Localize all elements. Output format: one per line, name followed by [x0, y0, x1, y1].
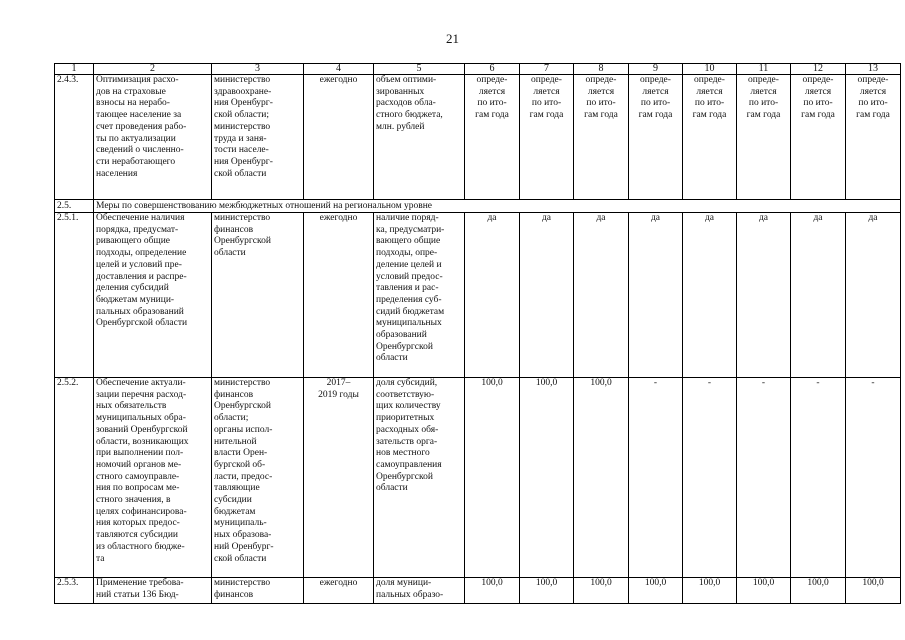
table-row — [55, 378, 901, 578]
measure-indicator: доля муници- пальных образо- — [374, 578, 465, 604]
measure-indicator: наличие поряд- ка, предусматри- вающего общие подходы, опре- деление целей и условий предос- тавления и рас- пределения суб- сидий бюджетам муниципальных образований Оренбургской области — [374, 213, 465, 378]
indicator-value: опреде- ляется по ито- гам года — [520, 75, 574, 200]
indicator-value: опреде- ляется по ито- гам года — [737, 75, 791, 200]
column-number: 10 — [683, 64, 737, 75]
column-number: 11 — [737, 64, 791, 75]
indicator-value: 100,0 — [465, 378, 520, 578]
measure-executor: министерство здравоохране- ния Оренбург- ской области; министерство труда и заня- тости населе- ния Оренбург- ской области — [212, 75, 304, 200]
measure-period: ежегодно — [304, 578, 374, 604]
column-number: 1 — [55, 64, 94, 75]
indicator-value: - — [846, 378, 901, 578]
indicator-value: да — [520, 213, 574, 378]
measure-executor: министерство финансов Оренбургской области — [212, 213, 304, 378]
indicator-value: да — [683, 213, 737, 378]
column-number-row — [55, 64, 901, 75]
indicator-value: 100,0 — [465, 578, 520, 604]
column-number: 13 — [846, 64, 901, 75]
table-row — [55, 213, 901, 378]
indicator-value: 100,0 — [520, 378, 574, 578]
indicator-value: опреде- ляется по ито- гам года — [629, 75, 683, 200]
table-row — [55, 578, 901, 604]
section-number: 2.5. — [55, 200, 94, 213]
indicator-value: 100,0 — [520, 578, 574, 604]
indicator-value: опреде- ляется по ито- гам года — [791, 75, 846, 200]
measure-executor: министерство финансов — [212, 578, 304, 604]
section-row — [55, 200, 901, 213]
measure-description: Оптимизация расхо- дов на страховые взносы на нерабо- тающее население за счет проведения рабо- ты по актуализации сведений о численно- сти неработающего населения — [94, 75, 212, 200]
indicator-value: 100,0 — [574, 378, 629, 578]
indicator-value: опреде- ляется по ито- гам года — [574, 75, 629, 200]
indicator-value: - — [683, 378, 737, 578]
column-number: 9 — [629, 64, 683, 75]
indicator-value: 100,0 — [683, 578, 737, 604]
measure-period: 2017– 2019 годы — [304, 378, 374, 578]
measure-number: 2.5.1. — [55, 213, 94, 378]
measure-description: Применение требова- ний статьи 136 Бюд- — [94, 578, 212, 604]
measure-number: 2.4.3. — [55, 75, 94, 200]
indicator-value: да — [574, 213, 629, 378]
indicator-value: опреде- ляется по ито- гам года — [465, 75, 520, 200]
indicator-value: да — [791, 213, 846, 378]
indicator-value: опреде- ляется по ито- гам года — [846, 75, 901, 200]
measures-table — [54, 63, 901, 604]
indicator-value: да — [629, 213, 683, 378]
indicator-value: 100,0 — [846, 578, 901, 604]
table-row — [55, 75, 901, 200]
indicator-value: - — [629, 378, 683, 578]
indicator-value: - — [791, 378, 846, 578]
column-number: 4 — [304, 64, 374, 75]
column-number: 12 — [791, 64, 846, 75]
measure-period: ежегодно — [304, 213, 374, 378]
indicator-value: 100,0 — [574, 578, 629, 604]
column-number: 7 — [520, 64, 574, 75]
measure-number: 2.5.2. — [55, 378, 94, 578]
column-number: 8 — [574, 64, 629, 75]
page-number: 21 — [446, 31, 459, 46]
measure-number: 2.5.3. — [55, 578, 94, 604]
indicator-value: опреде- ляется по ито- гам года — [683, 75, 737, 200]
measure-description: Обеспечение актуали- зации перечня расход- ных обязательств муниципальных обра- зований Оренбургской области, возникающих при выполнении пол- номочий органов ме- стного самоуправле- ния по вопросам ме- стного значения, в целях софинансирова- ния которых предос- тавляются субсидии из областного бюдже- та — [94, 378, 212, 578]
column-number: 3 — [212, 64, 304, 75]
measure-indicator: объем оптими- зированных расходов обла- стного бюджета, млн. рублей — [374, 75, 465, 200]
indicator-value: да — [737, 213, 791, 378]
measure-period: ежегодно — [304, 75, 374, 200]
indicator-value: - — [737, 378, 791, 578]
indicator-value: да — [465, 213, 520, 378]
column-number: 6 — [465, 64, 520, 75]
indicator-value: 100,0 — [737, 578, 791, 604]
column-number: 5 — [374, 64, 465, 75]
indicator-value: 100,0 — [791, 578, 846, 604]
indicator-value: 100,0 — [629, 578, 683, 604]
column-number: 2 — [94, 64, 212, 75]
measure-description: Обеспечение наличия порядка, предусмат- ривающего общие подходы, определение целей и условий пре- доставления и распре- деления субсидий бюджетам муници- пальных образований Оренбургской области — [94, 213, 212, 378]
measure-indicator: доля субсидий, соответствую- щих количеству приоритетных расходных обя- зательств орга- нов местного самоуправления Оренбургской области — [374, 378, 465, 578]
section-title: Меры по совершенствованию межбюджетных отношений на региональном уровне — [94, 200, 901, 213]
measure-executor: министерство финансов Оренбургской области; органы испол- нительной власти Орен- бургской об- ласти, предос- тавляющие субсидии бюджетам муниципаль- ных образова- ний Оренбург- ской области — [212, 378, 304, 578]
indicator-value: да — [846, 213, 901, 378]
